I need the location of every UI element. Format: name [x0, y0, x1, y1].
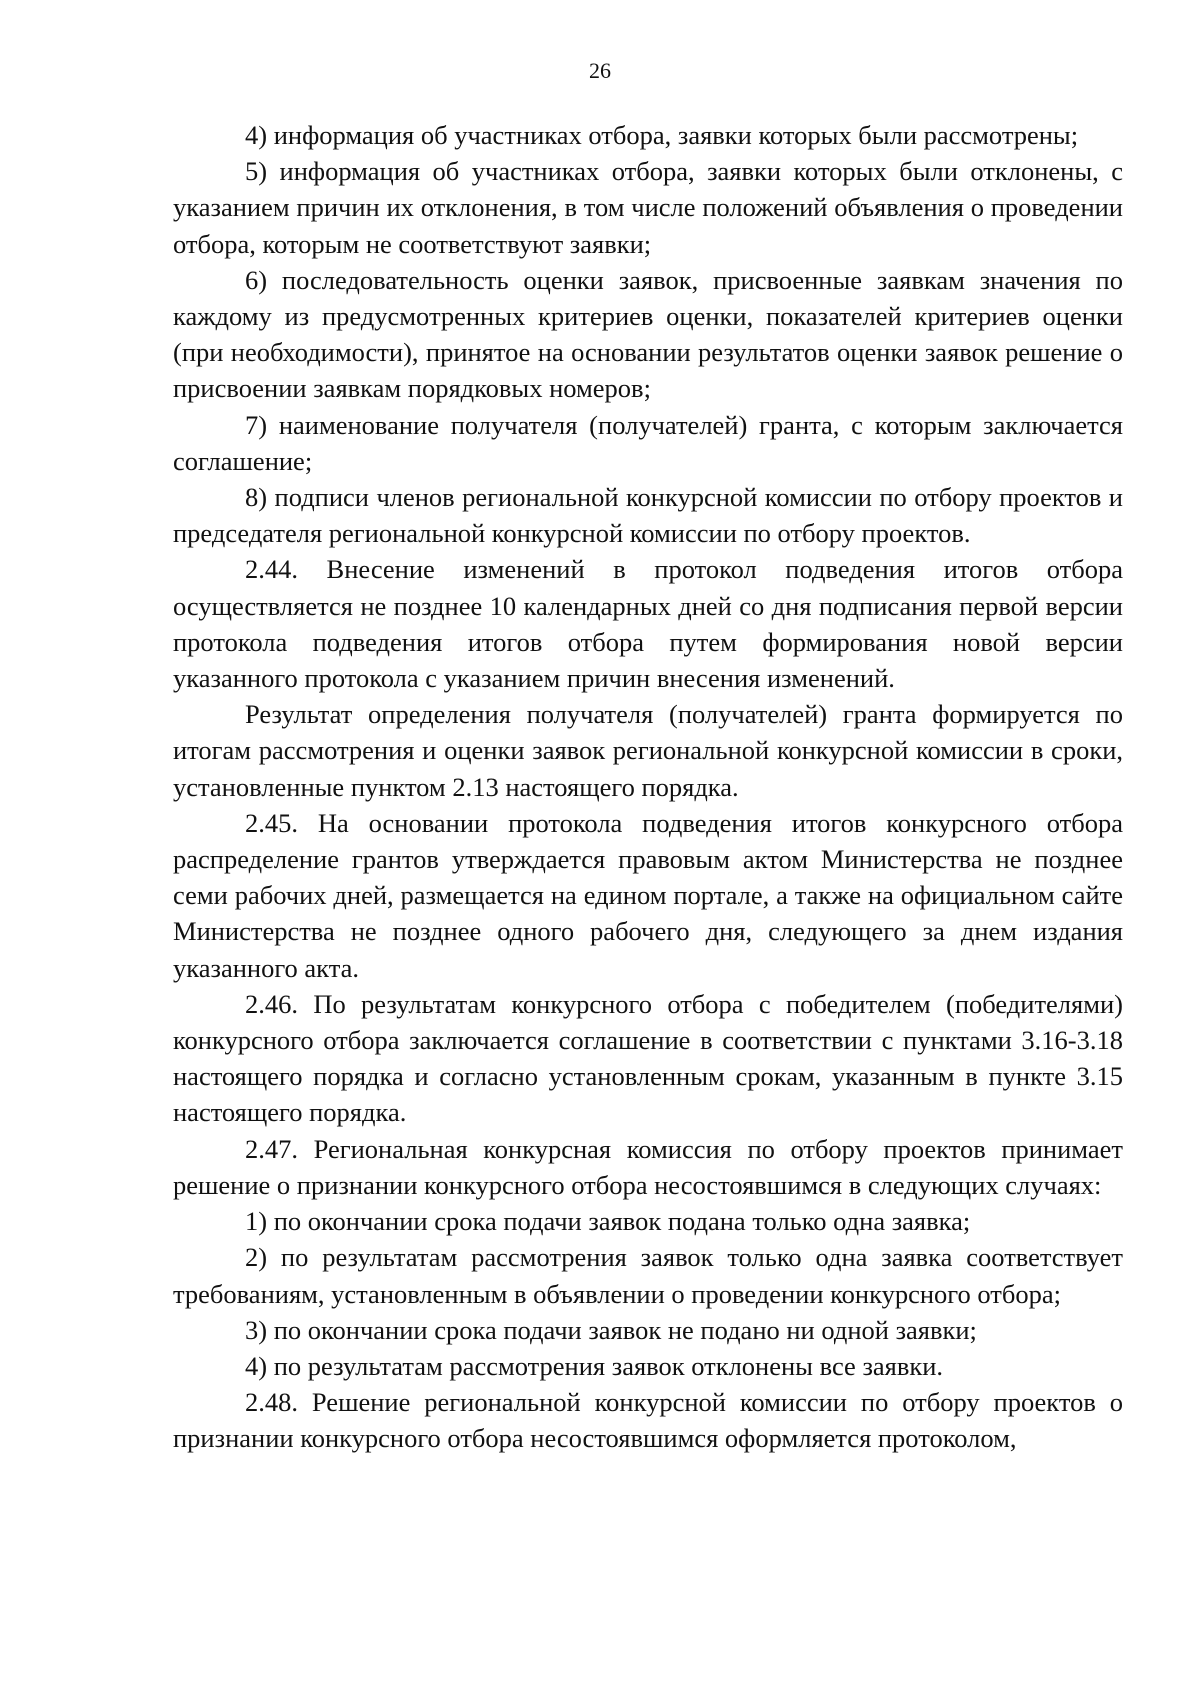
paragraph-list-item-5: 5) информация об участниках отбора, заявки которых были отклонены, с указанием причин их отклонения, в том числе положений объявления о проведении отбора, которым не соответствуют заявки; [173, 156, 1123, 259]
paragraph-list-item-8: 8) подписи членов региональной конкурсной комиссии по отбору проектов и председателя региональной конкурсной комиссии по отбору проектов. [173, 482, 1123, 549]
paragraph-result-determination: Результат определения получателя (получателей) гранта формируется по итогам рассмотрения и оценки заявок региональной конкурсной комиссии в сроки, установленные пунктом 2.13 настоящего порядка. [173, 699, 1123, 802]
paragraph-clause-2-48: 2.48. Решение региональной конкурсной комиссии по отбору проектов о признании конкурсного отбора несостоявшимся оформляется протоколом, [173, 1387, 1123, 1454]
paragraph-case-2: 2) по результатам рассмотрения заявок только одна заявка соответствует требованиям, установленным в объявлении о проведении конкурсного отбора; [173, 1242, 1123, 1309]
paragraph-clause-2-44: 2.44. Внесение изменений в протокол подведения итогов отбора осуществляется не позднее 10 календарных дней со дня подписания первой версии протокола подведения итогов отбора путем формирования новой версии указанного протокола с указанием причин внесения изменений. [173, 554, 1123, 694]
paragraph-list-item-4: 4) информация об участниках отбора, заявки которых были рассмотрены; [245, 120, 1079, 150]
paragraph-list-item-7: 7) наименование получателя (получателей) гранта, с которым заключается соглашение; [173, 409, 1123, 476]
paragraph-case-3: 3) по окончании срока подачи заявок не подано ни одной заявки; [245, 1314, 977, 1345]
paragraph-clause-2-46: 2.46. По результатам конкурсного отбора с победителем (победителями) конкурсного отбора заключается соглашение в соответствии с пунктами 3.16-3.18 настоящего порядка и согласно установленным срокам, указанным в пункте 3.15 настоящего порядка. [173, 988, 1123, 1128]
paragraph-clause-2-47: 2.47. Региональная конкурсная комиссия по отбору проектов принимает решение о признании конкурсного отбора несостоявшимся в следующих случаях: [173, 1133, 1123, 1200]
paragraph-case-4: 4) по результатам рассмотрения заявок отклонены все заявки. [245, 1350, 944, 1381]
document-body [173, 117, 1123, 1457]
paragraph-clause-2-45: 2.45. На основании протокола подведения итогов конкурсного отбора распределение грантов утверждается правовым актом Министерства не позднее семи рабочих дней, размещается на едином портале, а также на официальном сайте Министерства не позднее одного рабочего дня, следующего за днем издания указанного акта. [173, 807, 1123, 983]
page-number: 26 [589, 58, 611, 83]
paragraph-case-1: 1) по окончании срока подачи заявок подана только одна заявка; [245, 1206, 971, 1237]
paragraph-list-item-6: 6) последовательность оценки заявок, присвоенные заявкам значения по каждому из предусмотренных критериев оценки, показателей критериев оценки (при необходимости), принятое на основании результатов оценки заявок решение о присвоении заявкам порядковых номеров; [173, 264, 1123, 404]
